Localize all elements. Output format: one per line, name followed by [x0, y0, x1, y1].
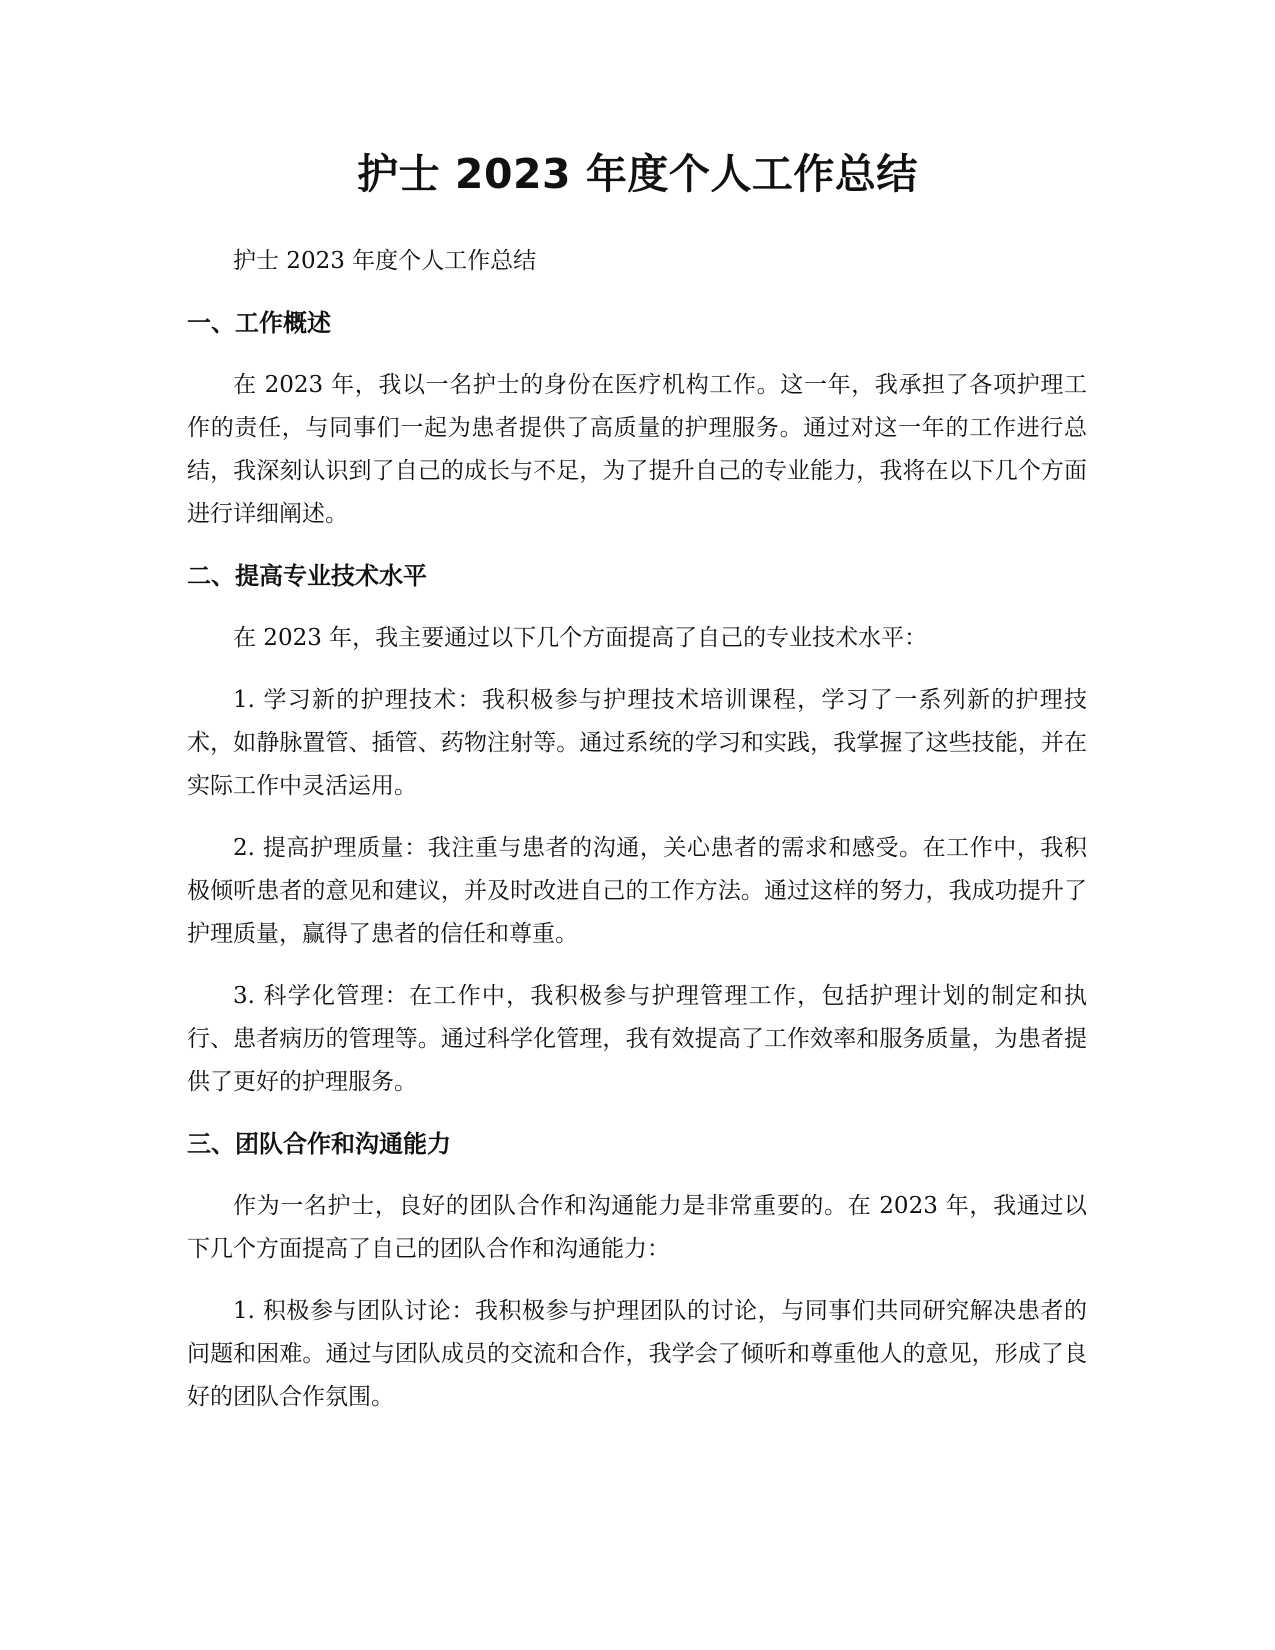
document-title: 护士 2023 年度个人工作总结 [357, 150, 918, 198]
skills-intro-paragraph: 在 2023 年，我主要通过以下几个方面提高了自己的专业技术水平： [233, 625, 928, 651]
skills-item-1: 1. 学习新的护理技术：我积极参与护理技术培训课程，学习了一系列新的护理技术，如静脉置管、插管、药物注射等。通过系统的学习和实践，我掌握了这些技能，并在实际工作中灵活运用。 [187, 687, 1087, 799]
section-heading-professional-skills: 二、提高专业技术水平 [187, 562, 427, 590]
section-heading-teamwork: 三、团队合作和沟通能力 [187, 1130, 451, 1158]
document-body [187, 240, 1087, 1438]
teamwork-item-1: 1. 积极参与团队讨论：我积极参与护理团队的讨论，与同事们共同研究解决患者的问题和困难。通过与团队成员的交流和合作，我学会了倾听和尊重他人的意见，形成了良好的团队合作氛围。 [187, 1298, 1087, 1410]
skills-item-2: 2. 提高护理质量：我注重与患者的沟通，关心患者的需求和感受。在工作中，我积极倾听患者的意见和建议，并及时改进自己的工作方法。通过这样的努力，我成功提升了护理质量，赢得了患者的信任和尊重。 [187, 835, 1087, 947]
teamwork-intro-paragraph: 作为一名护士，良好的团队合作和沟通能力是非常重要的。在 2023 年，我通过以下几个方面提高了自己的团队合作和沟通能力： [187, 1193, 1087, 1262]
document-subtitle: 护士 2023 年度个人工作总结 [233, 248, 537, 274]
section-heading-overview: 一、工作概述 [187, 309, 331, 337]
skills-item-3: 3. 科学化管理：在工作中，我积极参与护理管理工作，包括护理计划的制定和执行、患者病历的管理等。通过科学化管理，我有效提高了工作效率和服务质量，为患者提供了更好的护理服务。 [187, 983, 1087, 1095]
overview-paragraph: 在 2023 年，我以一名护士的身份在医疗机构工作。这一年，我承担了各项护理工作的责任，与同事们一起为患者提供了高质量的护理服务。通过对这一年的工作进行总结，我深刻认识到了自己的成长与不足，为了提升自己的专业能力，我将在以下几个方面进行详细阐述。 [187, 372, 1087, 527]
